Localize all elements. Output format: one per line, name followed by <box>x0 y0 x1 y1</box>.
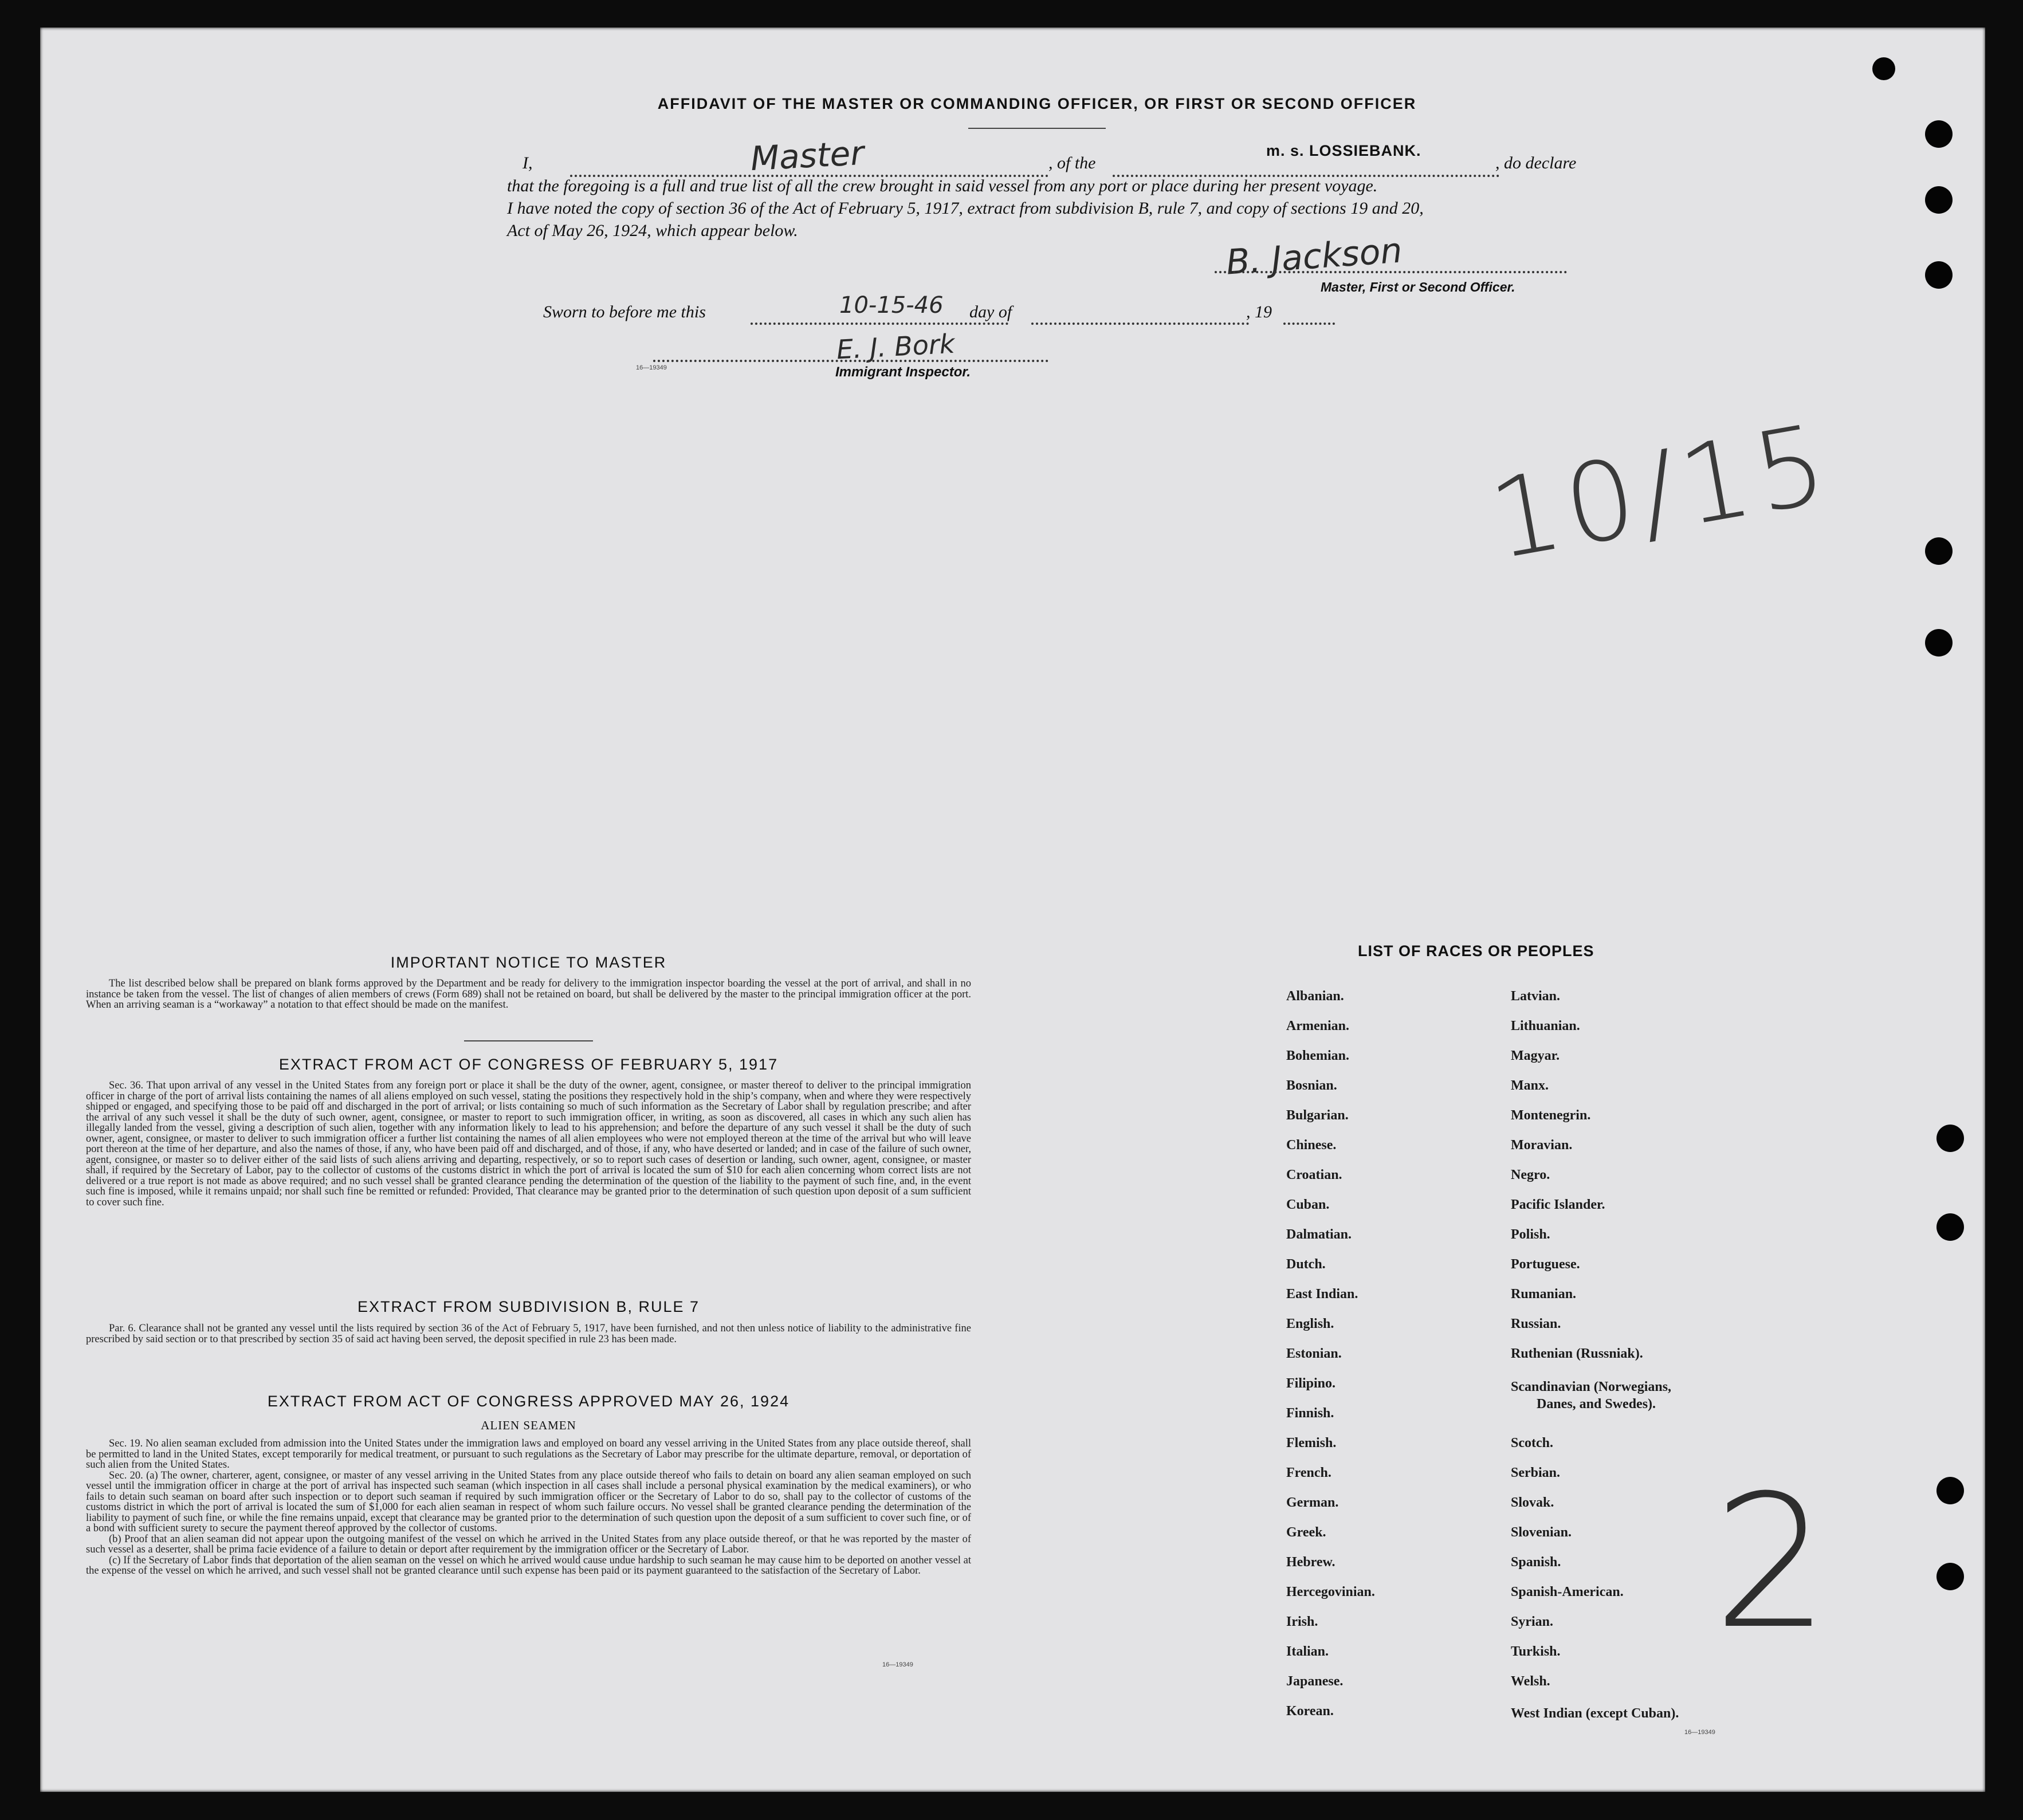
of-the-label: , of the <box>1048 154 1096 172</box>
extract-1924-text <box>86 1438 971 1577</box>
race-item: Portuguese. <box>1511 1257 1580 1272</box>
extract-1917-text <box>86 1080 971 1208</box>
race-item: Bohemian. <box>1286 1048 1350 1063</box>
race-item: Slovak. <box>1511 1495 1554 1510</box>
day-of-label: day of <box>969 302 1012 321</box>
vessel-field <box>1113 162 1499 177</box>
race-item: Spanish-American. <box>1511 1585 1624 1599</box>
sworn-label: Sworn to before me this <box>543 302 706 321</box>
do-declare-label: , do declare <box>1495 154 1577 172</box>
race-item: Spanish. <box>1511 1555 1561 1570</box>
race-item: Albanian. <box>1286 989 1344 1004</box>
race-item: Danes, and Swedes). <box>1537 1397 1656 1412</box>
race-item: Dalmatian. <box>1286 1227 1352 1242</box>
document-page <box>40 27 1985 1792</box>
form-number-right: 16—19349 <box>1684 1729 1715 1736</box>
race-item: Serbian. <box>1511 1465 1561 1480</box>
title-rule <box>968 128 1106 129</box>
subdivision-title: EXTRACT FROM SUBDIVISION B, RULE 7 <box>357 1298 700 1315</box>
race-item: Manx. <box>1511 1078 1549 1093</box>
race-item: Finnish. <box>1286 1406 1334 1421</box>
race-item: Pacific Islander. <box>1511 1197 1605 1212</box>
race-item: Japanese. <box>1286 1674 1344 1689</box>
master-signature: B. Jackson <box>1224 230 1404 283</box>
handwritten-date-mark: 10/15 <box>1481 399 1841 584</box>
alien-seamen-subtitle: ALIEN SEAMEN <box>481 1418 576 1432</box>
race-item: Bulgarian. <box>1286 1108 1349 1123</box>
race-item: Ruthenian (Russniak). <box>1511 1346 1643 1361</box>
race-item: Chinese. <box>1286 1138 1337 1153</box>
race-item: English. <box>1286 1316 1334 1331</box>
race-item: Syrian. <box>1511 1614 1554 1629</box>
race-item: Moravian. <box>1511 1138 1573 1153</box>
affidavit-title: AFFIDAVIT OF THE MASTER OR COMMANDING OFFICER, OR FIRST OR SECOND OFFICER <box>657 95 1417 112</box>
race-item: Hebrew. <box>1286 1555 1335 1570</box>
race-item: Estonian. <box>1286 1346 1342 1361</box>
race-item: Irish. <box>1286 1614 1318 1629</box>
race-item: Croatian. <box>1286 1168 1342 1182</box>
notice-paragraph: The list described below shall be prepared on blank forms approved by the Department and be ready for delivery to the immigration inspector boarding the vessel at the port of arrival, and shall in no instance be taken from the vessel. The list of changes of alien members of crews (Form 689) shall not be retained on board, but shall be delivered by the master to the principal immigration officer at the port. When an arriving seaman is a “workaway” a notation to that effect should be made on the manifest. <box>86 978 971 1011</box>
race-item: Filipino. <box>1286 1376 1336 1391</box>
race-item: Latvian. <box>1511 989 1561 1004</box>
punch-hole <box>1936 1125 1964 1152</box>
race-item: Flemish. <box>1286 1436 1337 1451</box>
race-item: Dutch. <box>1286 1257 1326 1272</box>
sworn-date: 10-15-46 <box>839 292 944 319</box>
affidavit-line-3: I have noted the copy of section 36 of the Act of February 5, 1917, extract from subdivision B, rule 7, and copy of sections 19 and 20, <box>507 199 1424 218</box>
form-number-left: 16—19349 <box>882 1661 913 1668</box>
form-number-top: 16—19349 <box>636 364 667 371</box>
punch-hole <box>1925 186 1953 214</box>
race-item: Cuban. <box>1286 1197 1330 1212</box>
race-item: Italian. <box>1286 1644 1329 1659</box>
punch-hole <box>1925 261 1953 289</box>
sec36-paragraph: Sec. 36. That upon arrival of any vessel in the United States from any foreign port or place it shall be the duty of the owner, agent, consignee, or master thereof to deliver to the principal immigration officer in charge of the port of arrival lists containing the names of all aliens employed on such vessel, stating the positions they respectively hold in the ship’s company, when and where they were respectively shipped or engaged, and specifying those to be paid off and discharged in the port of arrival; or lists containing so much of such information as the Secretary of Labor shall by regulation prescribe; and after the arrival of any such vessel it shall be the duty of such owner, agent, consignee, or master to report to such immigration officer, in writing, as soon as discovered, all cases in which any such alien has illegally landed from the vessel, giving a description of such alien, together with any information likely to lead to his apprehension; and before the departure of any such vessel it shall be the duty of such owner, agent, consignee, or master to deliver to such immigration officer a further list containing the names of all alien employees who were not employed thereon at the time of the arrival but who will leave port thereon at the time of her departure, and also the names of those, if any, who have been paid off and discharged, and of those, if any, who have deserted or landed; and in case of the failure of such owner, agent, consignee, or master so to deliver either of the said lists of such aliens arriving and departing, respectively, or so to report such cases of desertion or landing, such owner, agent, consignee, or master shall, if required by the Secretary of Labor, pay to the collector of customs of the customs district in which the port of arrival is located the sum of $10 for each alien concerning whom correct lists are not delivered or a true report is not made as above required; and no such vessel shall be granted clearance pending the determination of the question of the liability to the payment of such fine, and, in the event such fine is imposed, while it remains unpaid; nor shall such fine be remitted or refunded: Provided, That clearance may be granted prior to the determination of such question upon deposit of a sum sufficient to cover such fine. <box>86 1080 971 1208</box>
sec20b-paragraph: (b) Proof that an alien seaman did not appear upon the outgoing manifest of the vessel on which he arrived in the United States from any place outside thereof, or that he was reported by the master of such vessel as a deserter, shall be prima facie evidence of a failure to detain or deport after requirement by the immigration officer or the Secretary of Labor. <box>86 1533 971 1555</box>
race-item: Armenian. <box>1286 1019 1349 1033</box>
punch-hole <box>1925 629 1953 657</box>
year-label: , 19 <box>1246 302 1272 321</box>
inspector-line <box>653 348 1048 362</box>
vessel-name: m. s. LOSSIEBANK. <box>1266 142 1421 159</box>
inspector-caption: Immigrant Inspector. <box>835 364 971 380</box>
par6-paragraph: Par. 6. Clearance shall not be granted any vessel until the lists required by section 36 of the Act of February 5, 1917, have been furnished, and not then unless notice of liability to the administrative fine prescribed by said section or to that prescribed by section 35 of said act having been served, the deposit specified in rule 23 has been made. <box>86 1323 971 1345</box>
race-item: Scandinavian (Norwegians, <box>1511 1379 1672 1394</box>
race-item: Bosnian. <box>1286 1078 1337 1093</box>
notice-text <box>86 978 971 1011</box>
inspector-signature: E. J. Bork <box>835 328 956 365</box>
race-item: Turkish. <box>1511 1644 1561 1659</box>
race-item: Korean. <box>1286 1704 1334 1719</box>
punch-hole <box>1872 57 1895 80</box>
race-item: French. <box>1286 1465 1331 1480</box>
race-item: Rumanian. <box>1511 1287 1577 1302</box>
signature-caption: Master, First or Second Officer. <box>1321 280 1515 294</box>
notice-title: IMPORTANT NOTICE TO MASTER <box>390 954 667 971</box>
race-item: West Indian (except Cuban). <box>1511 1706 1679 1721</box>
race-item: East Indian. <box>1286 1287 1358 1302</box>
rank-handwritten: Master <box>749 133 865 179</box>
race-item: Slovenian. <box>1511 1525 1572 1540</box>
affidavit-line-4: Act of May 26, 1924, which appear below. <box>507 221 798 240</box>
month-field <box>1031 311 1249 325</box>
section-divider <box>464 1040 593 1041</box>
sec20c-paragraph: (c) If the Secretary of Labor finds that deportation of the alien seaman on the vessel on which he arrived would cause undue hardship to such seaman he may cause him to be deported on another vessel at the expense of the vessel on which he arrived, and such vessel shall not be granted clearance until such expense has been paid or its payment guaranteed to the satisfaction of the Secretary of Labor. <box>86 1554 971 1577</box>
race-item: Magyar. <box>1511 1048 1560 1063</box>
race-item: Welsh. <box>1511 1674 1550 1689</box>
punch-hole <box>1936 1477 1964 1504</box>
signature-line <box>1215 260 1567 273</box>
subdivision-text <box>86 1323 971 1345</box>
affidavit-line-2: that the foregoing is a full and true list of all the crew brought in said vessel from any port or place during her present voyage. <box>507 176 1378 195</box>
sec19-paragraph: Sec. 19. No alien seaman excluded from admission into the United States under the immigration laws and employed on board any vessel arriving in the United States from any place outside thereof, shall be permitted to land in the United States, except temporarily for medical treatment, or pursuant to such regulations as the Secretary of Labor may prescribe for the ultimate departure, removal, or deportation of such alien from the United States. <box>86 1438 971 1471</box>
handwritten-page-number: 2 <box>1713 1456 1830 1669</box>
race-item: Lithuanian. <box>1511 1019 1580 1033</box>
extract-1917-title: EXTRACT FROM ACT OF CONGRESS OF FEBRUARY 5, 1917 <box>278 1056 779 1073</box>
race-item: Polish. <box>1511 1227 1550 1242</box>
extract-1924-title: EXTRACT FROM ACT OF CONGRESS APPROVED MAY 26, 1924 <box>267 1393 790 1410</box>
race-item: Russian. <box>1511 1316 1561 1331</box>
race-item: Negro. <box>1511 1168 1550 1182</box>
race-item: German. <box>1286 1495 1339 1510</box>
year-field <box>1283 311 1335 325</box>
punch-hole <box>1936 1563 1964 1590</box>
affidavit-i: I, <box>523 154 533 172</box>
race-item: Hercegovinian. <box>1286 1585 1375 1599</box>
race-item: Scotch. <box>1511 1436 1553 1451</box>
race-item: Greek. <box>1286 1525 1326 1540</box>
sec20a-paragraph: Sec. 20. (a) The owner, charterer, agent, consignee, or master of any vessel arriving in the United States from any place outside thereof who fails to detain on board any alien seaman employed on such vessel until the immigration officer in charge at the port of arrival has inspected such seaman (which inspection in all cases shall include a personal physical examination by the medical examiners), or who fails to detain such seaman on board after such inspection or to deport such seaman if required by such immigration officer or the Secretary of Labor to do so, shall pay to the collector of customs of the customs district in which the port of arrival is located the sum of $1,000 for each alien seaman in respect of whom such failure occurs. No vessel shall be granted clearance pending the determination of the liability to payment of such fine, or while the fine remains unpaid, except that clearance may be granted prior to the determination of such question upon the deposit of a sum sufficient to cover such fine, or of a bond with sufficient surety to secure the payment thereof approved by the collector of customs. <box>86 1469 971 1534</box>
punch-hole <box>1936 1213 1964 1241</box>
punch-hole <box>1925 120 1953 148</box>
punch-hole <box>1925 537 1953 565</box>
race-item: Montenegrin. <box>1511 1108 1591 1123</box>
races-title: LIST OF RACES OR PEOPLES <box>1358 942 1594 960</box>
